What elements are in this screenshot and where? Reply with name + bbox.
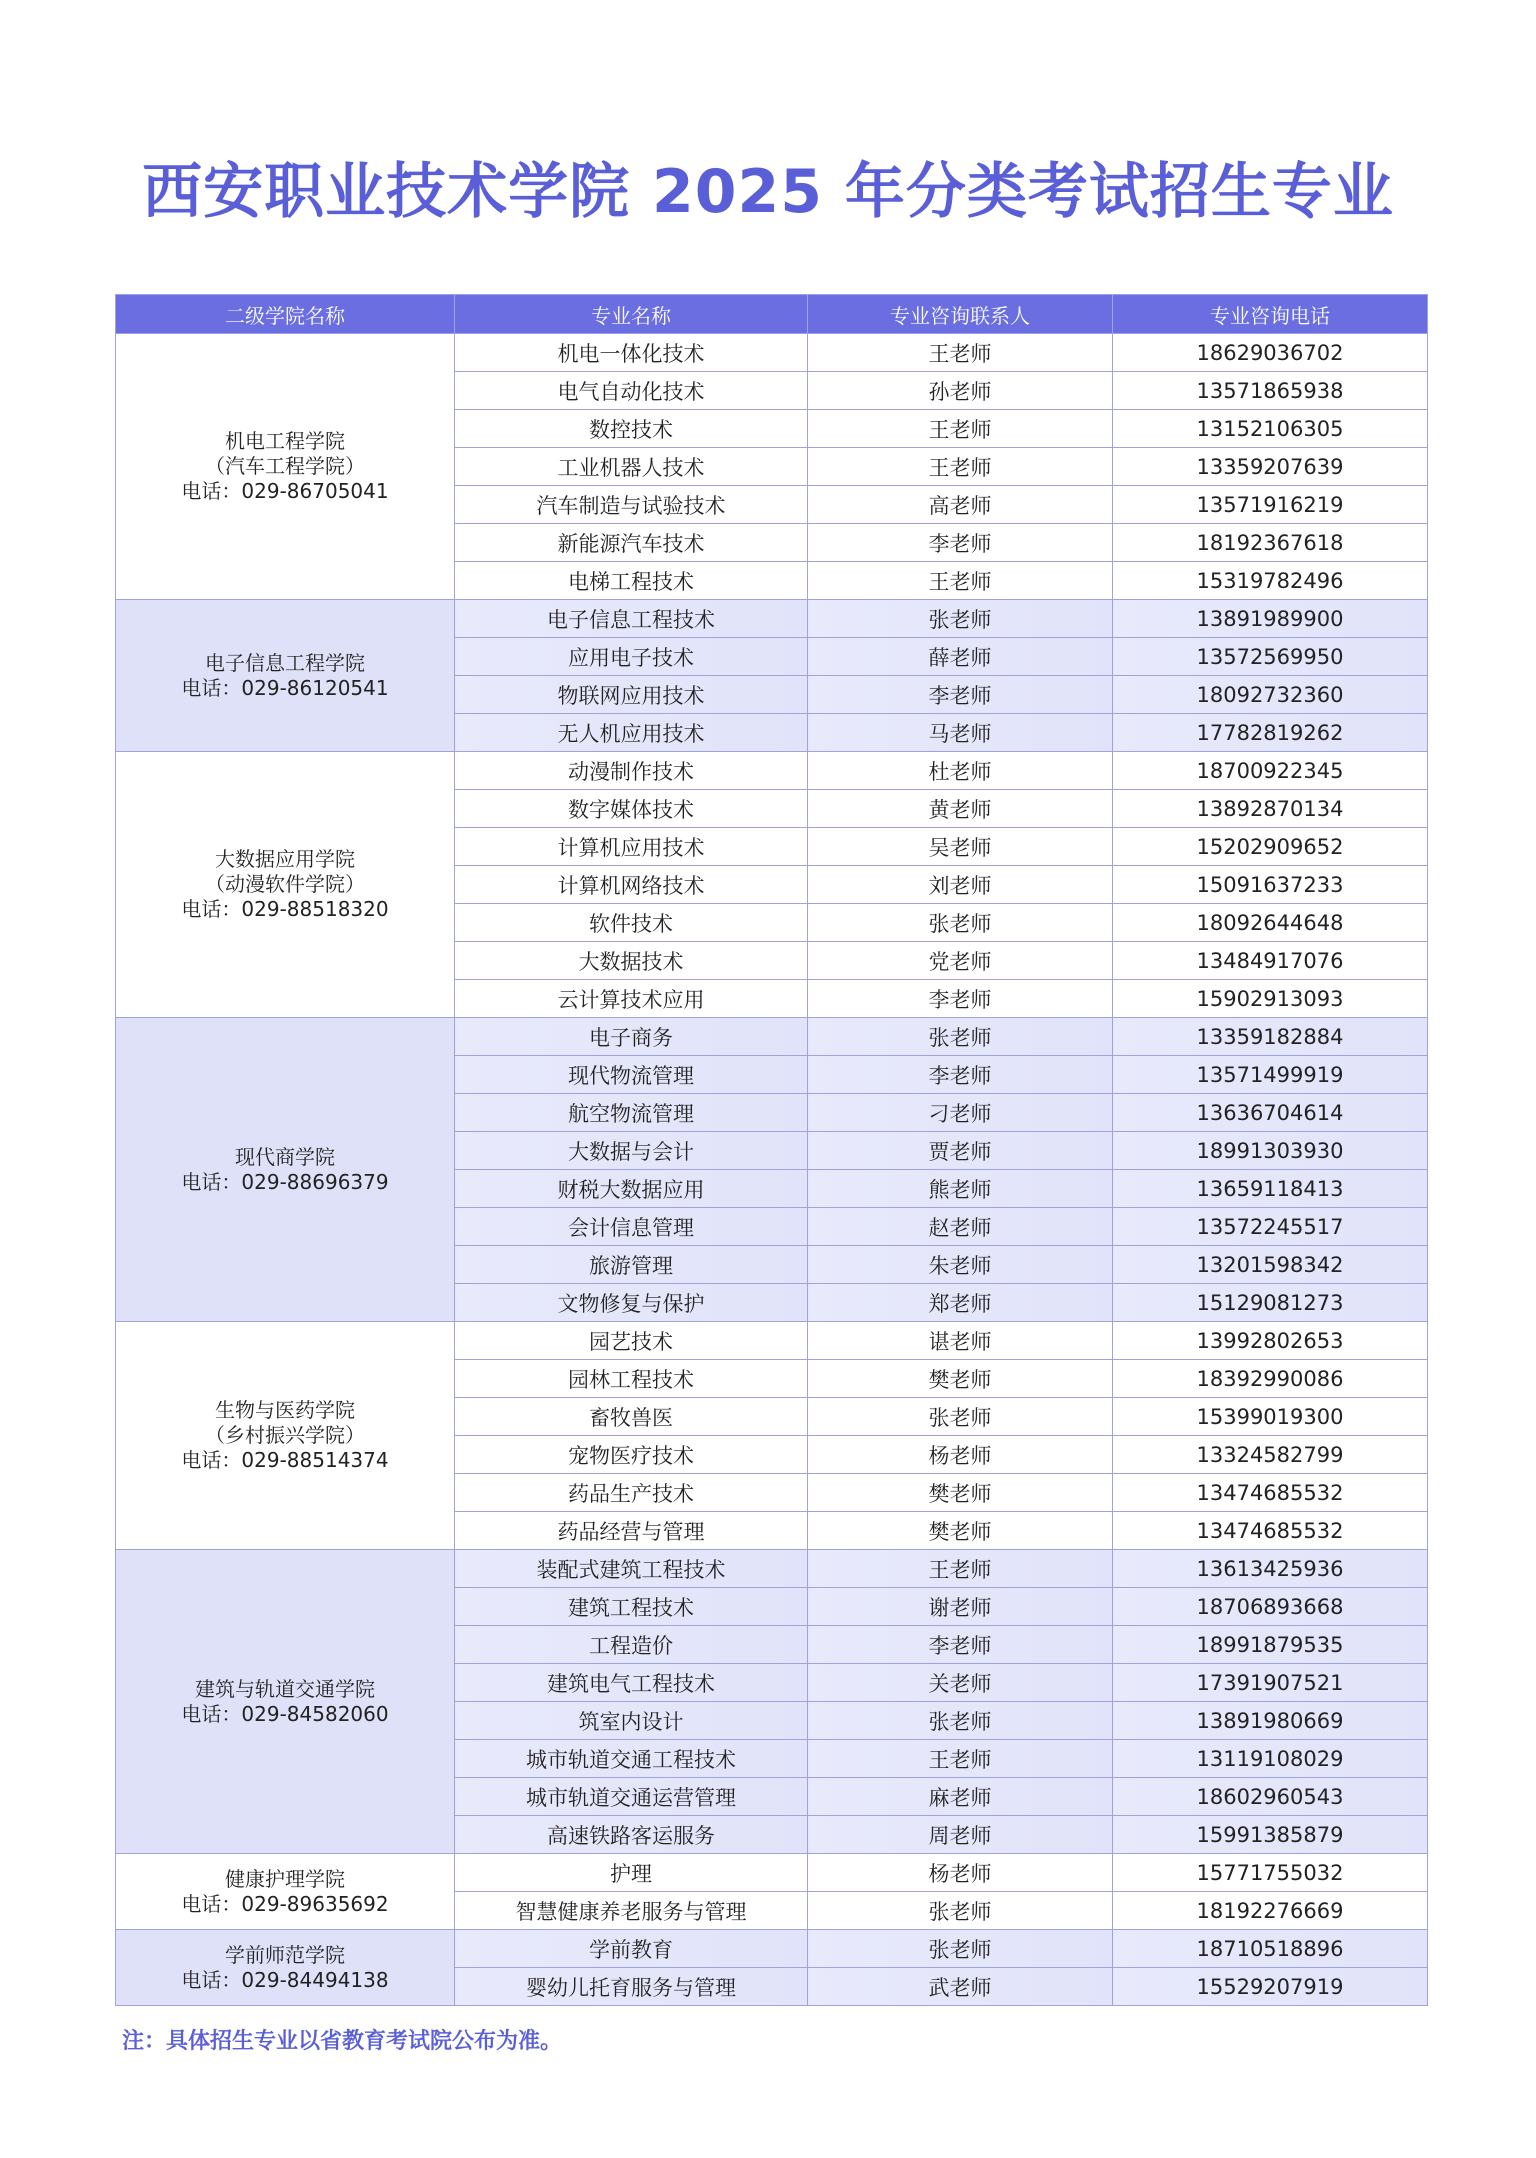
major-cell: 园艺技术 xyxy=(455,1322,808,1360)
contact-cell: 樊老师 xyxy=(808,1474,1113,1512)
college-sub: （汽车工程学院） xyxy=(205,454,365,478)
contact-cell: 李老师 xyxy=(808,1626,1113,1664)
contact-cell: 熊老师 xyxy=(808,1170,1113,1208)
college-sub: （动漫软件学院） xyxy=(205,872,365,896)
phone-cell: 13572245517 xyxy=(1113,1208,1428,1246)
major-cell: 智慧健康养老服务与管理 xyxy=(455,1892,808,1930)
major-cell: 旅游管理 xyxy=(455,1246,808,1284)
major-cell: 高速铁路客运服务 xyxy=(455,1816,808,1854)
contact-cell: 吴老师 xyxy=(808,828,1113,866)
major-cell: 电子信息工程技术 xyxy=(455,600,808,638)
table-row xyxy=(116,1018,1428,1056)
major-cell: 汽车制造与试验技术 xyxy=(455,486,808,524)
phone-cell: 18706893668 xyxy=(1113,1588,1428,1626)
contact-cell: 王老师 xyxy=(808,1550,1113,1588)
phone-cell: 15319782496 xyxy=(1113,562,1428,600)
phone-cell: 13474685532 xyxy=(1113,1512,1428,1550)
major-cell: 物联网应用技术 xyxy=(455,676,808,714)
phone-cell: 13659118413 xyxy=(1113,1170,1428,1208)
contact-cell: 王老师 xyxy=(808,1740,1113,1778)
contact-cell: 刁老师 xyxy=(808,1094,1113,1132)
major-cell: 护理 xyxy=(455,1854,808,1892)
major-cell: 城市轨道交通运营管理 xyxy=(455,1778,808,1816)
phone-cell: 13571499919 xyxy=(1113,1056,1428,1094)
phone-cell: 13571916219 xyxy=(1113,486,1428,524)
major-cell: 应用电子技术 xyxy=(455,638,808,676)
table-row xyxy=(116,1854,1428,1892)
phone-cell: 13992802653 xyxy=(1113,1322,1428,1360)
contact-cell: 党老师 xyxy=(808,942,1113,980)
major-cell: 畜牧兽医 xyxy=(455,1398,808,1436)
contact-cell: 高老师 xyxy=(808,486,1113,524)
contact-cell: 刘老师 xyxy=(808,866,1113,904)
college-name: 健康护理学院 xyxy=(225,1866,345,1891)
phone-cell: 15091637233 xyxy=(1113,866,1428,904)
contact-cell: 李老师 xyxy=(808,676,1113,714)
contact-cell: 周老师 xyxy=(808,1816,1113,1854)
phone-cell: 13891989900 xyxy=(1113,600,1428,638)
phone-cell: 13891980669 xyxy=(1113,1702,1428,1740)
college-cell xyxy=(116,752,455,1018)
contact-cell: 李老师 xyxy=(808,524,1113,562)
major-cell: 动漫制作技术 xyxy=(455,752,808,790)
phone-cell: 13201598342 xyxy=(1113,1246,1428,1284)
college-name: 生物与医药学院 xyxy=(215,1398,355,1422)
contact-cell: 麻老师 xyxy=(808,1778,1113,1816)
major-cell: 电气自动化技术 xyxy=(455,372,808,410)
contact-cell: 张老师 xyxy=(808,1930,1113,1968)
phone-cell: 17391907521 xyxy=(1113,1664,1428,1702)
major-cell: 现代物流管理 xyxy=(455,1056,808,1094)
contact-cell: 贾老师 xyxy=(808,1132,1113,1170)
phone-cell: 15399019300 xyxy=(1113,1398,1428,1436)
contact-cell: 王老师 xyxy=(808,410,1113,448)
contact-cell: 张老师 xyxy=(808,1892,1113,1930)
phone-cell: 13484917076 xyxy=(1113,942,1428,980)
phone-cell: 18092732360 xyxy=(1113,676,1428,714)
phone-cell: 13359207639 xyxy=(1113,448,1428,486)
major-cell: 筑室内设计 xyxy=(455,1702,808,1740)
contact-cell: 张老师 xyxy=(808,1018,1113,1056)
phone-cell: 13324582799 xyxy=(1113,1436,1428,1474)
contact-cell: 樊老师 xyxy=(808,1512,1113,1550)
contact-cell: 黄老师 xyxy=(808,790,1113,828)
phone-cell: 13571865938 xyxy=(1113,372,1428,410)
phone-cell: 13636704614 xyxy=(1113,1094,1428,1132)
phone-cell: 18700922345 xyxy=(1113,752,1428,790)
table-row xyxy=(116,1930,1428,1968)
contact-cell: 孙老师 xyxy=(808,372,1113,410)
college-cell xyxy=(116,1322,455,1550)
contact-cell: 关老师 xyxy=(808,1664,1113,1702)
phone-cell: 18392990086 xyxy=(1113,1360,1428,1398)
college-phone: 电话：029-84582060 xyxy=(181,1701,389,1726)
college-name: 机电工程学院 xyxy=(225,429,345,453)
major-cell: 药品生产技术 xyxy=(455,1474,808,1512)
major-cell: 数控技术 xyxy=(455,410,808,448)
major-cell: 工程造价 xyxy=(455,1626,808,1664)
major-cell: 建筑电气工程技术 xyxy=(455,1664,808,1702)
contact-cell: 李老师 xyxy=(808,980,1113,1018)
phone-cell: 13474685532 xyxy=(1113,1474,1428,1512)
table-row xyxy=(116,334,1428,372)
phone-cell: 18629036702 xyxy=(1113,334,1428,372)
major-cell: 云计算技术应用 xyxy=(455,980,808,1018)
college-phone: 电话：029-84494138 xyxy=(181,1967,389,1992)
contact-cell: 朱老师 xyxy=(808,1246,1113,1284)
major-cell: 数字媒体技术 xyxy=(455,790,808,828)
contact-cell: 王老师 xyxy=(808,334,1113,372)
phone-cell: 13119108029 xyxy=(1113,1740,1428,1778)
major-cell: 园林工程技术 xyxy=(455,1360,808,1398)
college-sub: （乡村振兴学院） xyxy=(205,1423,365,1447)
college-name: 电子信息工程学院 xyxy=(205,650,365,675)
phone-cell: 18991303930 xyxy=(1113,1132,1428,1170)
college-phone: 电话：029-88696379 xyxy=(181,1169,389,1194)
major-cell: 大数据技术 xyxy=(455,942,808,980)
college-phone: 电话：029-86705041 xyxy=(181,479,389,503)
college-cell xyxy=(116,600,455,752)
phone-cell: 13572569950 xyxy=(1113,638,1428,676)
college-name: 现代商学院 xyxy=(235,1144,335,1169)
major-cell: 大数据与会计 xyxy=(455,1132,808,1170)
college-name: 学前师范学院 xyxy=(225,1942,345,1967)
phone-cell: 15902913093 xyxy=(1113,980,1428,1018)
contact-cell: 谢老师 xyxy=(808,1588,1113,1626)
college-cell xyxy=(116,1930,455,2006)
major-cell: 文物修复与保护 xyxy=(455,1284,808,1322)
majors-table xyxy=(115,294,1428,2006)
major-cell: 城市轨道交通工程技术 xyxy=(455,1740,808,1778)
contact-cell: 樊老师 xyxy=(808,1360,1113,1398)
table-header-row xyxy=(116,295,1428,334)
major-cell: 建筑工程技术 xyxy=(455,1588,808,1626)
college-cell xyxy=(116,1854,455,1930)
page-title: 西安职业技术学院 2025 年分类考试招生专业 xyxy=(142,157,1394,227)
table-row xyxy=(116,1322,1428,1360)
major-cell: 计算机应用技术 xyxy=(455,828,808,866)
major-cell: 工业机器人技术 xyxy=(455,448,808,486)
major-cell: 软件技术 xyxy=(455,904,808,942)
phone-cell: 13892870134 xyxy=(1113,790,1428,828)
phone-cell: 17782819262 xyxy=(1113,714,1428,752)
college-name: 建筑与轨道交通学院 xyxy=(195,1676,375,1701)
contact-cell: 马老师 xyxy=(808,714,1113,752)
contact-cell: 武老师 xyxy=(808,1968,1113,2006)
college-name: 大数据应用学院 xyxy=(215,847,355,871)
contact-cell: 王老师 xyxy=(808,448,1113,486)
footnote: 注：具体招生专业以省教育考试院公布为准。 xyxy=(122,2029,563,2054)
college-phone: 电话：029-88518320 xyxy=(181,897,389,921)
header-major: 专业名称 xyxy=(455,295,808,334)
college-phone: 电话：029-88514374 xyxy=(181,1448,389,1472)
contact-cell: 杨老师 xyxy=(808,1854,1113,1892)
major-cell: 婴幼儿托育服务与管理 xyxy=(455,1968,808,2006)
college-cell xyxy=(116,334,455,600)
major-cell: 机电一体化技术 xyxy=(455,334,808,372)
major-cell: 药品经营与管理 xyxy=(455,1512,808,1550)
major-cell: 电梯工程技术 xyxy=(455,562,808,600)
table-row xyxy=(116,600,1428,638)
header-phone: 专业咨询电话 xyxy=(1113,295,1428,334)
major-cell: 学前教育 xyxy=(455,1930,808,1968)
contact-cell: 杜老师 xyxy=(808,752,1113,790)
contact-cell: 李老师 xyxy=(808,1056,1113,1094)
contact-cell: 谌老师 xyxy=(808,1322,1113,1360)
contact-cell: 赵老师 xyxy=(808,1208,1113,1246)
table-row xyxy=(116,1550,1428,1588)
contact-cell: 张老师 xyxy=(808,904,1113,942)
header-contact: 专业咨询联系人 xyxy=(808,295,1113,334)
college-cell xyxy=(116,1018,455,1322)
contact-cell: 张老师 xyxy=(808,1398,1113,1436)
phone-cell: 15529207919 xyxy=(1113,1968,1428,2006)
contact-cell: 王老师 xyxy=(808,562,1113,600)
major-cell: 会计信息管理 xyxy=(455,1208,808,1246)
contact-cell: 杨老师 xyxy=(808,1436,1113,1474)
phone-cell: 18602960543 xyxy=(1113,1778,1428,1816)
contact-cell: 薛老师 xyxy=(808,638,1113,676)
phone-cell: 18192367618 xyxy=(1113,524,1428,562)
contact-cell: 郑老师 xyxy=(808,1284,1113,1322)
major-cell: 装配式建筑工程技术 xyxy=(455,1550,808,1588)
phone-cell: 13359182884 xyxy=(1113,1018,1428,1056)
phone-cell: 18710518896 xyxy=(1113,1930,1428,1968)
contact-cell: 张老师 xyxy=(808,600,1113,638)
phone-cell: 18192276669 xyxy=(1113,1892,1428,1930)
phone-cell: 15202909652 xyxy=(1113,828,1428,866)
table-row xyxy=(116,752,1428,790)
phone-cell: 13613425936 xyxy=(1113,1550,1428,1588)
phone-cell: 18092644648 xyxy=(1113,904,1428,942)
college-phone: 电话：029-86120541 xyxy=(181,675,389,700)
phone-cell: 15991385879 xyxy=(1113,1816,1428,1854)
major-cell: 宠物医疗技术 xyxy=(455,1436,808,1474)
major-cell: 航空物流管理 xyxy=(455,1094,808,1132)
major-cell: 电子商务 xyxy=(455,1018,808,1056)
major-cell: 财税大数据应用 xyxy=(455,1170,808,1208)
phone-cell: 13152106305 xyxy=(1113,410,1428,448)
phone-cell: 15771755032 xyxy=(1113,1854,1428,1892)
college-phone: 电话：029-89635692 xyxy=(181,1891,389,1916)
phone-cell: 15129081273 xyxy=(1113,1284,1428,1322)
header-college: 二级学院名称 xyxy=(116,295,455,334)
major-cell: 无人机应用技术 xyxy=(455,714,808,752)
table-body xyxy=(116,334,1428,2006)
college-cell xyxy=(116,1550,455,1854)
major-cell: 新能源汽车技术 xyxy=(455,524,808,562)
contact-cell: 张老师 xyxy=(808,1702,1113,1740)
major-cell: 计算机网络技术 xyxy=(455,866,808,904)
phone-cell: 18991879535 xyxy=(1113,1626,1428,1664)
